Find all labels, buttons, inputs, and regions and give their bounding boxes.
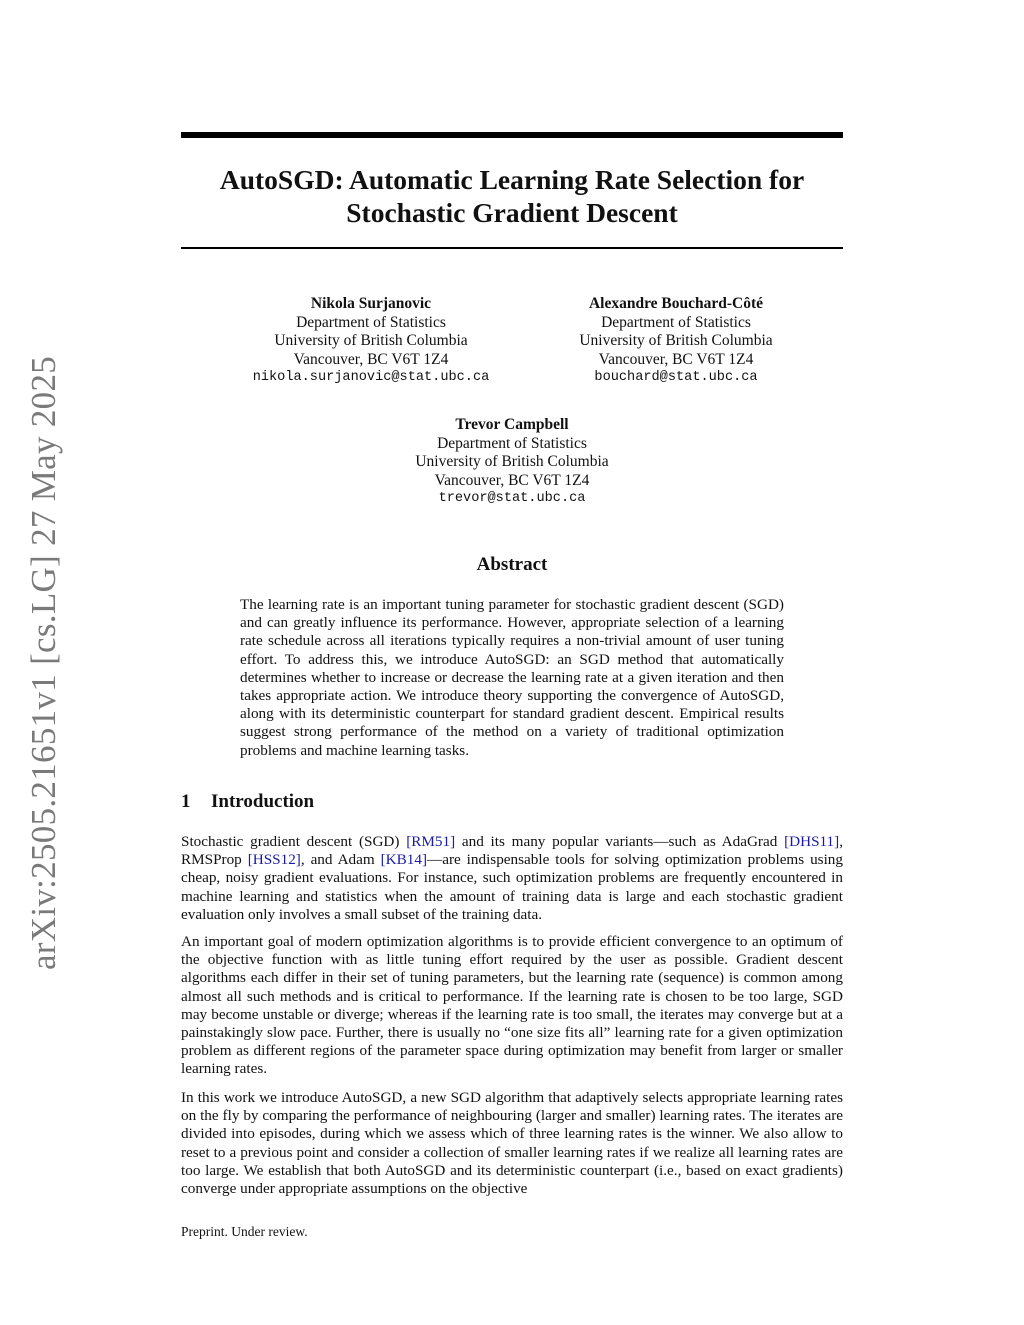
author-email[interactable]: bouchard@stat.ubc.ca [594,370,758,385]
author-university: University of British Columbia [415,453,609,470]
author-name: Alexandre Bouchard-Côté [588,295,764,312]
abstract-heading: Abstract [476,554,548,575]
author-address: Vancouver, BC V6T 1Z4 [293,350,449,368]
author-department: Department of Statistics [296,313,446,331]
abstract-text: The learning rate is an important tuning parameter for stochastic gradient descent (SGD) and can greatly influence its performance. However, appropriate selection of a learning rate schedule across all iterations typically requires a non-trivial amount of user tuning effort. To address this, we introduce AutoSGD: an SGD method that automatically determines whether to increase or decrease the learning rate at a given iteration and then takes appropriate action. We introduce theory supporting the convergence of AutoSGD, along with its deterministic counterpart for standard gradient descent. Empirical results suggest strong performance of the method on a variety of traditional optimization problems and machine learning tasks. [240,596,784,759]
section-heading [181,791,314,813]
text-run: and its many popular variants—such as AdaGrad [455,833,785,850]
author-university: University of British Columbia [274,332,468,349]
citation-link[interactable]: [RM51] [406,833,456,850]
title-bottom-rule [181,247,843,249]
intro-paragraph-1 [181,833,843,924]
author-block-1 [220,295,522,388]
citation-link[interactable]: [KB14] [380,851,428,869]
author-block-3 [361,416,663,509]
section-title: Introduction [211,791,315,812]
text-run: —are indispensable tools for solving optimization problems using cheap, noisy gradient evaluations. For instance, such optimization problems are frequently encountered in machine learning and statistics when the amount of training data is large and each stochastic gradient evaluation only involves a small subset of the training data. [181,851,843,923]
author-department: Department of Statistics [601,313,751,331]
citation-link[interactable]: [HSS12] [247,851,301,869]
author-block-2 [525,295,827,388]
arxiv-stamp: arXiv:2505.21651v1 [cs.LG] 27 May 2025 [24,355,63,971]
text-run: , and Adam [300,851,381,869]
title-line-1: AutoSGD: Automatic Learning Rate Selection for [219,164,805,195]
author-department: Department of Statistics [437,434,587,452]
title-line-2: Stochastic Gradient Descent [346,197,678,228]
footer-note: Preprint. Under review. [181,1224,308,1239]
author-email[interactable]: nikola.surjanovic@stat.ubc.ca [252,370,490,385]
text-run: Stochastic gradient descent (SGD) [181,833,407,850]
intro-paragraph-2: An important goal of modern optimization algorithms is to provide efficient convergence to an optimum of the objective function with as little tuning effort required by the user as possible. Gradient descent algorithms each differ in their set of tuning parameters, but the learning rate (sequence) is common among almost all such methods and is critical to performance. If the learning rate is chosen to be too large, SGD may become unstable or diverge; whereas if the learning rate is too small, the iterates may converge but at a painstakingly slow pace. Further, there is usually no “one size fits all” learning rate for a given optimization problem as different regions of the parameter space during optimization may benefit from larger or smaller learning rates. [181,933,843,1078]
citation-link[interactable]: [DHS11] [784,833,840,850]
text-run: , RMSProp [181,833,843,869]
intro-paragraph-3: In this work we introduce AutoSGD, a new SGD algorithm that adaptively selects appropriate learning rates on the fly by comparing the performance of neighbouring (larger and smaller) learning rates. The iterates are divided into episodes, during which we assess which of three learning rates is the winner. We also allow to reset to a previous point and consider a collection of smaller learning rates if we realize all learning rates are too large. We establish that both AutoSGD and its deterministic counterpart (i.e., based on exact gradients) converge under appropriate assumptions on the objective [181,1089,843,1198]
section-number: 1 [181,791,191,812]
author-address: Vancouver, BC V6T 1Z4 [434,471,590,489]
author-address: Vancouver, BC V6T 1Z4 [598,350,754,368]
author-name: Trevor Campbell [455,416,569,433]
author-name: Nikola Surjanovic [310,295,432,312]
author-email[interactable]: trevor@stat.ubc.ca [438,491,586,506]
paper-title [181,163,843,229]
author-university: University of British Columbia [579,332,773,349]
title-top-rule [181,132,843,138]
